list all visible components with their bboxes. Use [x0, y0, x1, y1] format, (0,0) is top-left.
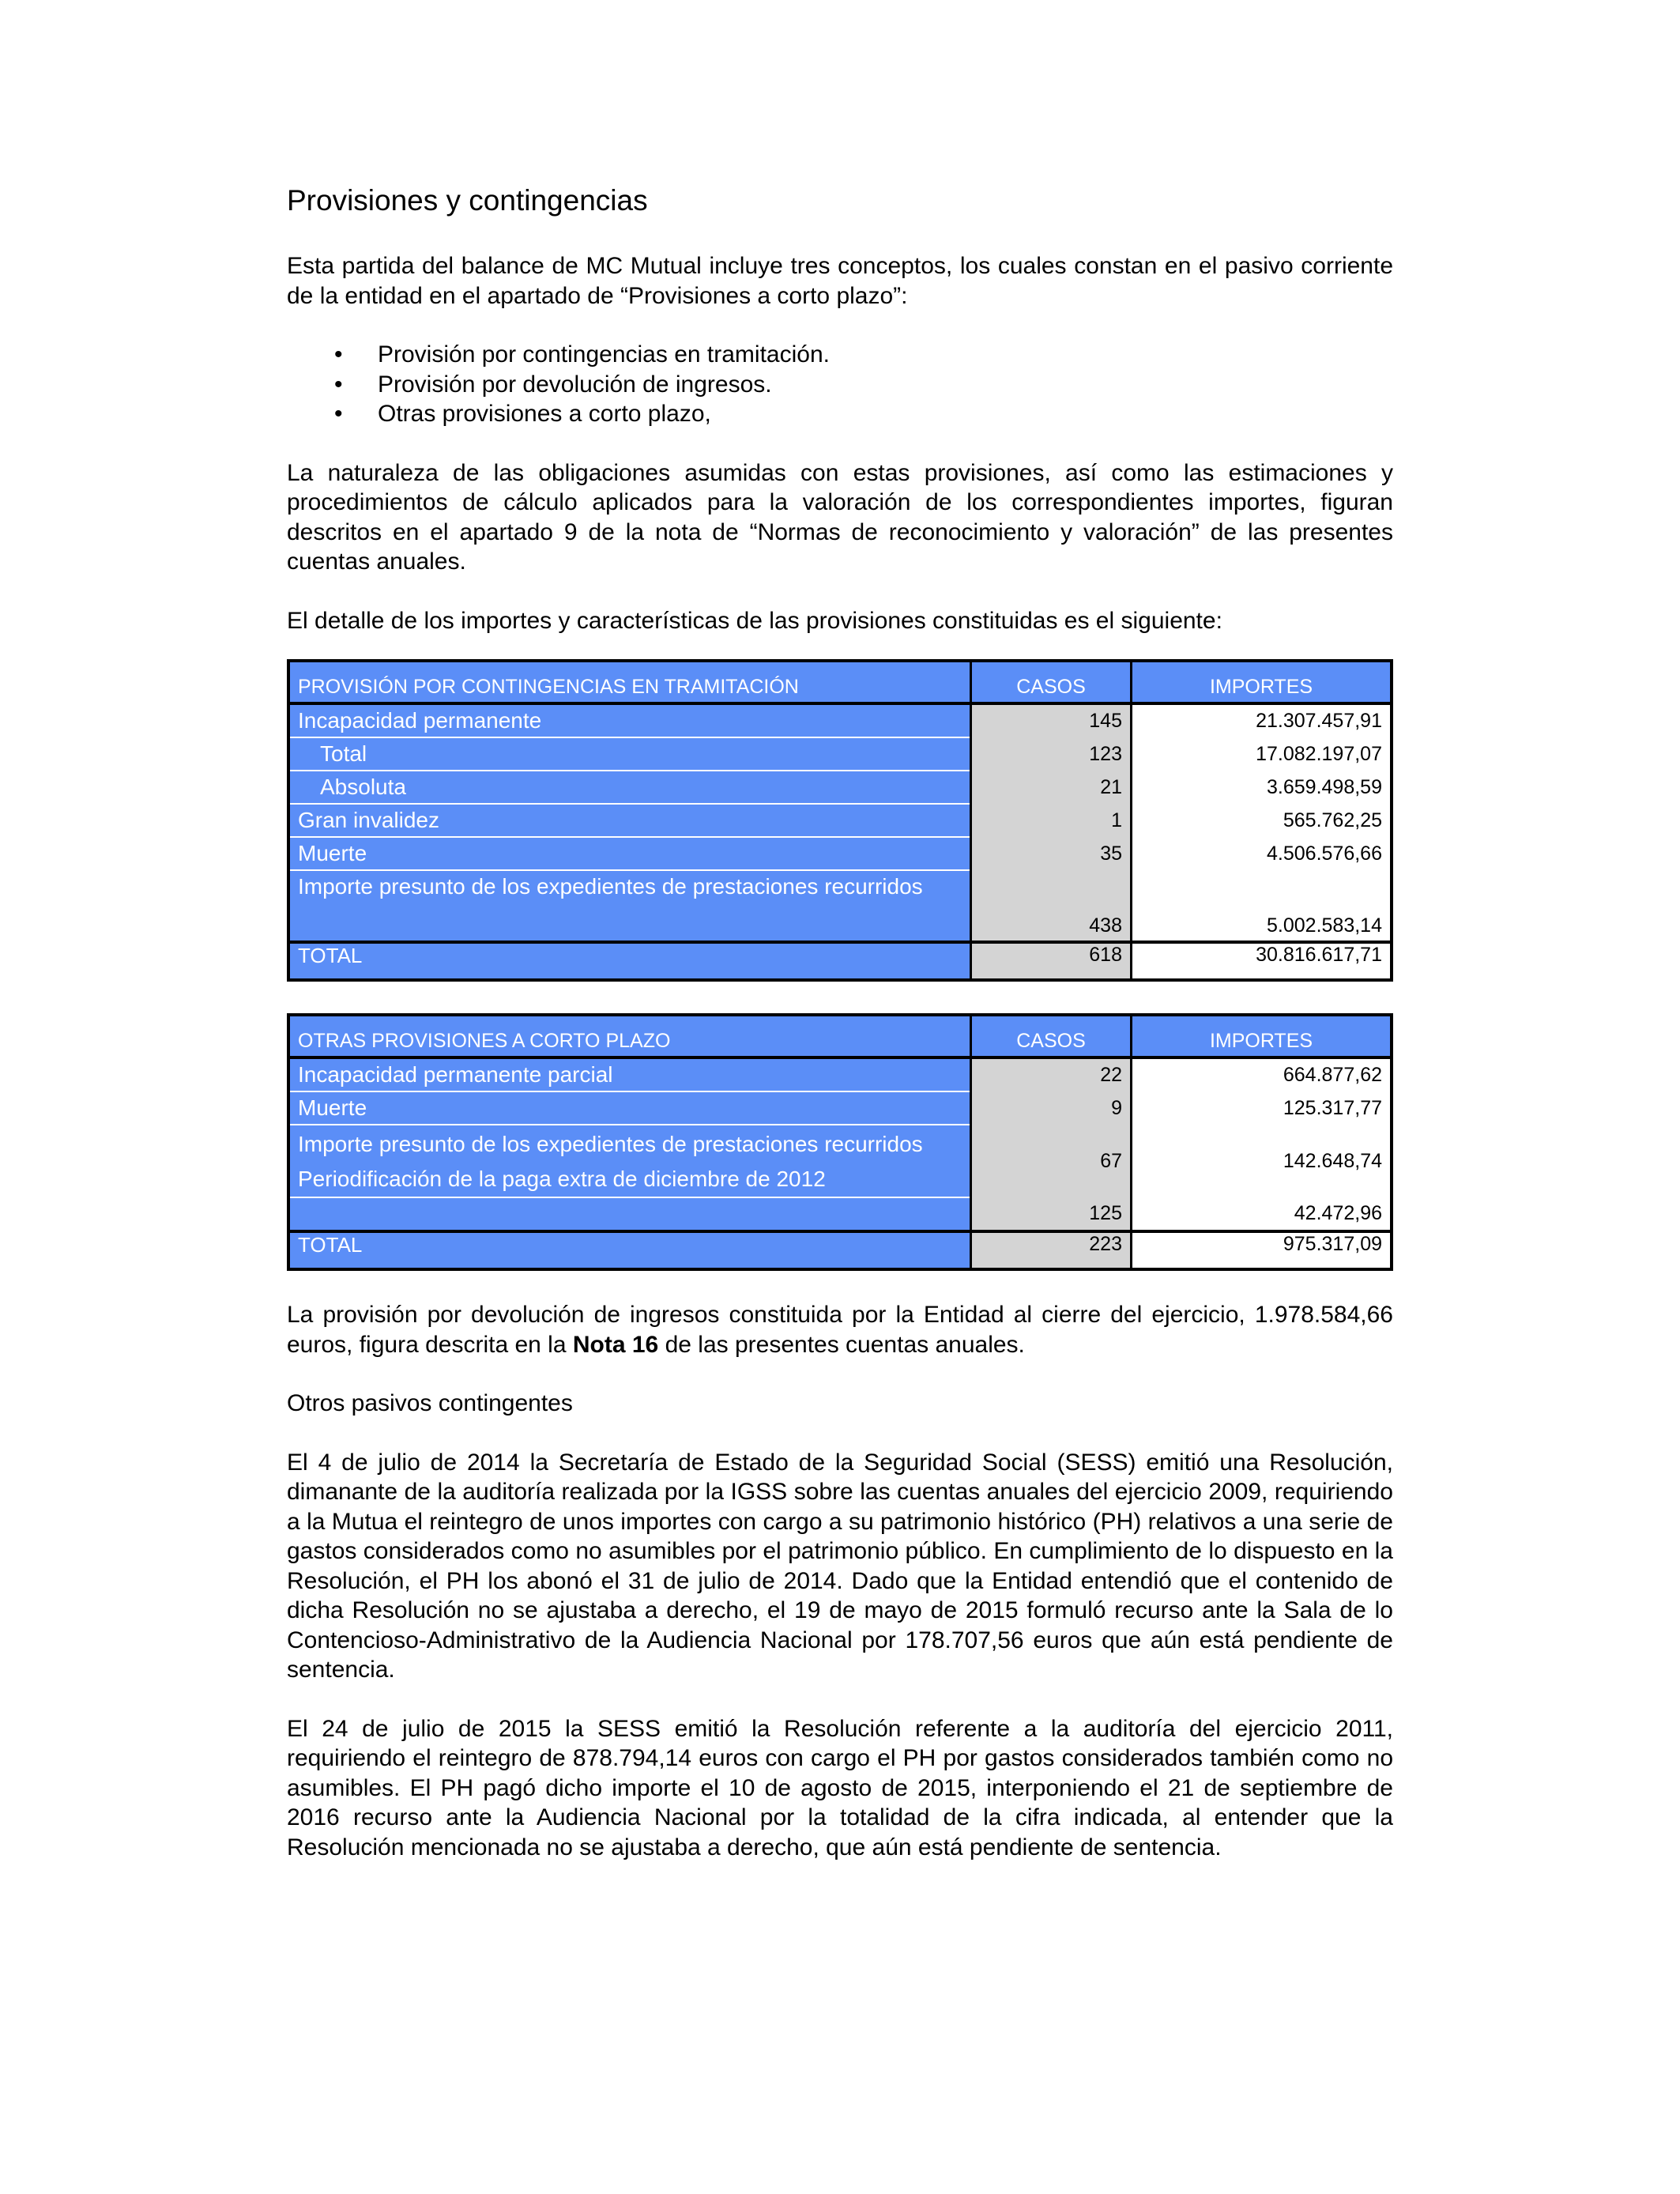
- list-item: • Provisión por devolución de ingresos.: [287, 370, 1393, 400]
- paragraph-2014: El 4 de julio de 2014 la Secretaría de Estado de la Seguridad Social (SESS) emitió una Resolución, dimanante de la auditoría realizada por la IGSS sobre las cuentas anuales del ejercicio 2009, requiriendo a la Mutua el reintegro de unos importes con cargo a su patrimonio histórico (PH) relativos a una serie de gastos considerados como no asumibles por el patrimonio público. En cumplimiento de lo dispuesto en la Resolución, el PH los abonó el 31 de julio de 2014. Dado que la Entidad entendió que el contenido de dicha Resolución no se ajustaba a derecho, el 19 de mayo de 2015 formuló recurso ante la Sala de lo Contencioso-Administrativo de la Audiencia Nacional por 178.707,56 euros que aún está pendiente de sentencia.: [287, 1449, 1393, 1683]
- list-item: • Provisión por contingencias en tramitación.: [287, 340, 1393, 370]
- table-row: Muerte 9 125.317,77: [288, 1091, 1392, 1125]
- otras-provisiones-table: [287, 1013, 1393, 1271]
- table-row: Importe presunto de los expedientes de prestaciones recurridos 438 5.002.583,14: [288, 870, 1392, 942]
- table-row: Gran invalidez 1 565.762,25: [288, 804, 1392, 837]
- section-title: Provisiones y contingencias: [287, 184, 648, 217]
- table-row: 125 42.472,96: [288, 1197, 1392, 1231]
- header-casos: CASOS: [971, 1015, 1132, 1057]
- table-row: Incapacidad permanente parcial 22 664.877,62: [288, 1057, 1392, 1091]
- table-row: Importe presunto de los expedientes de prestaciones recurridos Periodificación de la paga extra de diciembre de 2012 67 142.648,74: [288, 1125, 1392, 1197]
- header-importes: IMPORTES: [1132, 1015, 1392, 1057]
- header-casos: CASOS: [971, 661, 1132, 703]
- table-total-row: TOTAL 223 975.317,09: [288, 1231, 1392, 1269]
- bullet-icon: •: [334, 341, 343, 368]
- subsection-heading: Otros pasivos contingentes: [287, 1390, 573, 1417]
- detalle-paragraph: El detalle de los importes y características de las provisiones constituidas es el siguiente:: [287, 607, 1222, 634]
- header-concepto: PROVISIÓN POR CONTINGENCIAS EN TRAMITACIÓN: [288, 661, 971, 703]
- table-row: Total 123 17.082.197,07: [288, 737, 1392, 771]
- naturaleza-paragraph: La naturaleza de las obligaciones asumidas con estas provisiones, así como las estimaciones y procedimientos de cálculo aplicados para la valoración de los correspondientes importes, figuran descritos en el apartado 9 de la nota de “Normas de reconocimiento y valoración” de las presentes cuentas anuales.: [287, 459, 1393, 575]
- intro-paragraph: Esta partida del balance de MC Mutual incluye tres conceptos, los cuales constan en el pasivo corriente de la entidad en el apartado de “Provisiones a corto plazo”:: [287, 253, 1393, 309]
- devolucion-paragraph: La provisión por devolución de ingresos constituida por la Entidad al cierre del ejercicio, 1.978.584,66 euros, figura descrita en la Nota 16 de las presentes cuentas anuales.: [287, 1302, 1393, 1358]
- table-row: Absoluta 21 3.659.498,59: [288, 771, 1392, 804]
- table-row: Muerte 35 4.506.576,66: [288, 837, 1392, 870]
- table-header-row: [288, 1015, 1392, 1057]
- paragraph-2015: El 24 de julio de 2015 la SESS emitió la Resolución referente a la auditoría del ejercicio 2011, requiriendo el reintegro de 878.794,14 euros con cargo el PH por gastos considerados también como no asumibles. El PH pagó dicho importe el 10 de agosto de 2015, interponiendo el 21 de septiembre de 2016 recurso ante la Audiencia Nacional por la totalidad de la cifra indicada, al entender que la Resolución mencionada no se ajustaba a derecho, que aún está pendiente de sentencia.: [287, 1715, 1393, 1860]
- table-total-row: TOTAL 618 30.816.617,71: [288, 942, 1392, 980]
- header-concepto: OTRAS PROVISIONES A CORTO PLAZO: [288, 1015, 971, 1057]
- bullet-icon: •: [334, 371, 343, 398]
- provisions-list: [287, 340, 1393, 429]
- table-header-row: [288, 661, 1392, 703]
- bullet-icon: •: [334, 401, 343, 428]
- document-content: [287, 183, 1393, 1862]
- table-row: Incapacidad permanente 145 21.307.457,91: [288, 703, 1392, 737]
- header-importes: IMPORTES: [1132, 661, 1392, 703]
- list-item: • Otras provisiones a corto plazo,: [287, 399, 1393, 429]
- contingencias-table: [287, 659, 1393, 982]
